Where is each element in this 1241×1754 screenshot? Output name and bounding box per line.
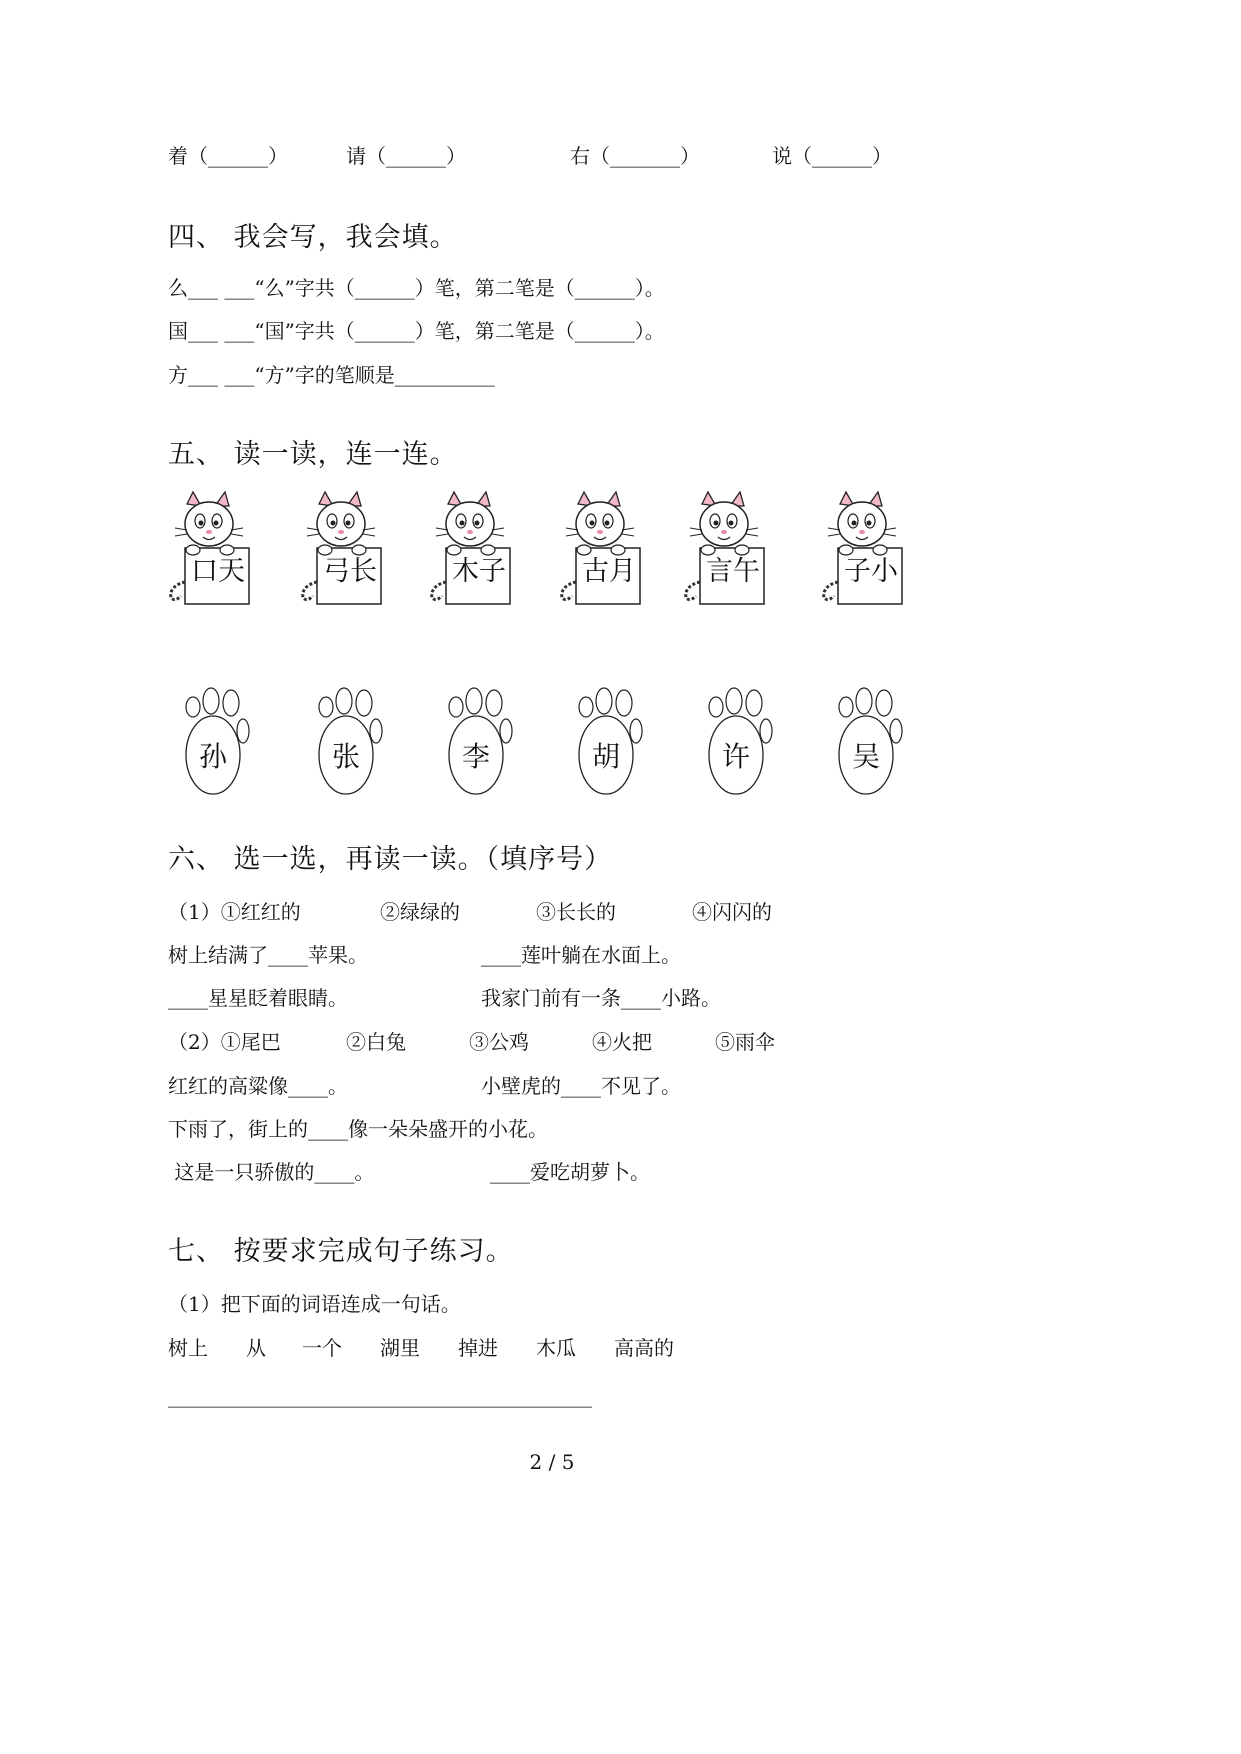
- stroke-count-row: 国___ ___“国”字共（______）笔，第二笔是（______）。: [168, 319, 665, 343]
- cat-icon: [165, 490, 255, 610]
- option: ②白兔: [346, 1030, 406, 1054]
- cat-sign: [680, 490, 770, 610]
- sentence: ____莲叶躺在水面上。: [481, 943, 681, 967]
- sentence: 树上结满了____苹果。: [168, 943, 368, 967]
- sign-label: 古月: [582, 556, 636, 587]
- section-4-heading: 四、 我会写，我会填。: [168, 222, 458, 253]
- option: ③长长的: [536, 900, 616, 924]
- sentence: 红红的高粱像____。: [168, 1074, 348, 1098]
- sign-label: 子小: [844, 556, 898, 587]
- fill-item: 说（______）: [772, 144, 892, 168]
- option: ④闪闪的: [692, 900, 772, 924]
- word: 一个: [302, 1336, 342, 1360]
- paw-label: 胡: [591, 740, 620, 773]
- cat-icon: [426, 490, 516, 610]
- cat-icon: [680, 490, 770, 610]
- fill-item: 着（______）: [168, 144, 288, 168]
- cat-icon: [818, 490, 908, 610]
- paw-label: 许: [721, 740, 750, 773]
- fill-item: 右（_______）: [570, 144, 700, 168]
- paw-print: [444, 685, 524, 800]
- option: ②绿绿的: [380, 900, 460, 924]
- option: （1）①红红的: [168, 900, 301, 924]
- instruction: （1）把下面的词语连成一句话。: [168, 1292, 461, 1316]
- word: 树上: [168, 1336, 208, 1360]
- sign-label: 言午: [706, 556, 760, 587]
- paw-print: [181, 685, 261, 800]
- paw-label: 吴: [851, 740, 880, 773]
- option: ⑤雨伞: [715, 1030, 775, 1054]
- page-number: 2 / 5: [529, 1450, 575, 1474]
- option: ③公鸡: [469, 1030, 529, 1054]
- section-5-heading: 五、 读一读，连一连。: [168, 439, 458, 470]
- fill-item: 请（______）: [346, 144, 466, 168]
- paw-print: [574, 685, 654, 800]
- paw-label: 孙: [198, 740, 227, 773]
- section-6-heading: 六、 选一选，再读一读。（填序号）: [168, 844, 613, 875]
- cat-sign: [818, 490, 908, 610]
- stroke-order-row: 方___ ___“方”字的笔顺是__________: [168, 363, 495, 387]
- paw-print: [314, 685, 394, 800]
- sign-label: 木子: [452, 556, 506, 587]
- answer-line: _______________________________________________: [168, 1384, 591, 1408]
- paw-print: [704, 685, 784, 800]
- word: 湖里: [380, 1336, 420, 1360]
- cat-sign: [426, 490, 516, 610]
- option: （2）①尾巴: [168, 1030, 281, 1054]
- cat-icon: [556, 490, 646, 610]
- section-7-heading: 七、 按要求完成句子练习。: [168, 1236, 514, 1267]
- word: 木瓜: [536, 1336, 576, 1360]
- sign-label: 口天: [191, 556, 245, 587]
- cat-icon: [297, 490, 387, 610]
- sentence: 小壁虎的____不见了。: [481, 1074, 681, 1098]
- word: 掉进: [458, 1336, 498, 1360]
- paw-label: 张: [331, 740, 360, 773]
- sentence: ____星星眨着眼睛。: [168, 986, 348, 1010]
- option: ④火把: [592, 1030, 652, 1054]
- stroke-count-row: 么___ ___“么”字共（______）笔，第二笔是（______）。: [168, 276, 665, 300]
- cat-sign: [165, 490, 255, 610]
- sentence: 我家门前有一条____小路。: [481, 986, 721, 1010]
- paw-label: 李: [461, 740, 490, 773]
- paw-print: [834, 685, 914, 800]
- sentence: 下雨了，街上的____像一朵朵盛开的小花。: [168, 1117, 548, 1141]
- sentence: ____爱吃胡萝卜。: [490, 1160, 650, 1184]
- sentence: 这是一只骄傲的____。: [168, 1160, 375, 1184]
- sign-label: 弓长: [323, 556, 377, 587]
- cat-sign: [556, 490, 646, 610]
- cat-sign: [297, 490, 387, 610]
- word: 从: [246, 1336, 266, 1360]
- word: 高高的: [614, 1336, 674, 1360]
